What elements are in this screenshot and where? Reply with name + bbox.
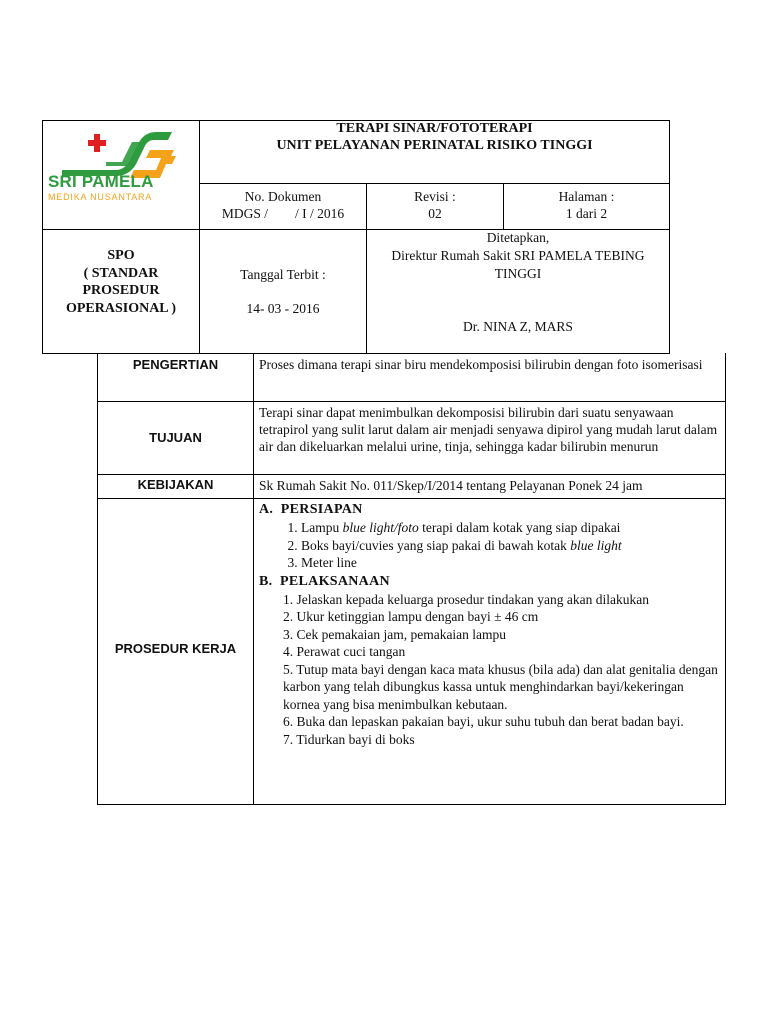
header-border-left	[42, 120, 43, 354]
persiapan-item-2-emphasis: blue light	[570, 537, 622, 553]
prosedur-label: PROSEDUR KERJA	[114, 641, 237, 656]
page-label: Halaman :	[558, 189, 615, 204]
body-divider-row2	[97, 474, 726, 475]
header-divider-logo	[199, 120, 200, 354]
persiapan-item-2-text: Boks bayi/cuvies yang siap pakai di bawah kotak	[301, 537, 571, 553]
persiapan-item-1-text: Lampu	[301, 520, 343, 535]
pelaksanaan-item: 1. Jelaskan kepada keluarga prosedur tindakan yang akan dilakukan	[283, 591, 649, 607]
header-border-right	[669, 120, 670, 354]
body-divider-col	[253, 353, 254, 805]
header-border-bottom	[42, 353, 670, 354]
document-title: TERAPI SINAR/FOTOTERAPI	[336, 121, 533, 136]
pelaksanaan-item: 6. Buka dan lepaskan pakaian bayi, ukur suhu tubuh dan berat badan bayi.	[283, 714, 684, 729]
spo-line-4: OPERASIONAL )	[65, 300, 177, 316]
kebijakan-text: Sk Rumah Sakit No. 011/Skep/I/2014 tentang Pelayanan Ponek 24 jam	[259, 478, 643, 493]
pelaksanaan-title: B. PELAKSANAAN	[259, 573, 390, 589]
pelaksanaan-item: 3. Cek pemakaian jam, pemakaian lampu	[283, 626, 507, 642]
body-border-bottom	[97, 804, 726, 805]
tujuan-label: TUJUAN	[149, 430, 202, 445]
pelaksanaan-item: 2. Ukur ketinggian lampu dengan bayi ± 46 cm	[283, 609, 539, 624]
pengertian-text: Proses dimana terapi sinar biru mendekomposisi bilirubin dengan foto isomerisasi	[259, 357, 703, 372]
spo-line-3: PROSEDUR	[82, 283, 160, 298]
pelaksanaan-item: 4. Perawat cuci tangan	[283, 644, 406, 659]
prosedur-content	[259, 501, 721, 748]
persiapan-item	[301, 519, 721, 537]
document-unit: UNIT PELAYANAN PERINATAL RISIKO TINGGI	[276, 138, 593, 153]
persiapan-item-1-emphasis: blue light/foto	[342, 520, 419, 535]
logo-name: SRI PAMELA	[48, 172, 154, 191]
body-border-left	[97, 353, 98, 805]
doc-number-label: No. Dokumen	[244, 189, 322, 204]
pengertian-label: PENGERTIAN	[132, 357, 219, 372]
persiapan-list	[259, 519, 721, 572]
issue-date-value: 14- 03 - 2016	[246, 301, 320, 316]
pelaksanaan-item: 7. Tidurkan bayi di boks	[283, 731, 415, 747]
spo-line-1: SPO	[107, 248, 135, 263]
spo-title	[43, 247, 199, 317]
body-divider-row3	[97, 498, 726, 499]
revision-value: 02	[428, 206, 442, 221]
approval-title: Direktur Rumah Sakit SRI PAMELA TEBING TINGGI	[391, 248, 645, 281]
persiapan-item	[301, 537, 721, 555]
approval-label: Ditetapkan,	[486, 230, 550, 245]
header-divider-title	[199, 183, 670, 184]
revision-label: Revisi :	[414, 189, 456, 204]
issue-date-label: Tanggal Terbit :	[240, 267, 326, 282]
kebijakan-label: KEBIJAKAN	[137, 477, 214, 492]
persiapan-item-3-text: Meter line	[301, 555, 357, 570]
logo-tagline: MEDIKA NUSANTARA	[48, 192, 153, 202]
persiapan-title: A. PERSIAPAN	[259, 502, 363, 517]
persiapan-item-1-rest: terapi dalam kotak yang siap dipakai	[418, 520, 621, 535]
persiapan-item	[301, 554, 721, 572]
tujuan-text: Terapi sinar dapat menimbulkan dekomposisi bilirubin dari suatu senyawaan tetrapirol yang sulit larut dalam air menjadi senyawa dipirol yang mudah larut dalam air dan dikeluarkan melalui urine, tinja, sehingga kadar bilirubin menurun	[259, 405, 718, 454]
pelaksanaan-list	[259, 591, 721, 749]
pelaksanaan-item: 5. Tutup mata bayi dengan kaca mata khusus (bila ada) dan alat genitalia dengan karbon yang telah dibungkus kassa untuk menghindarkan bayi/kekeringan kornea yang bisa menimbulkan kebutaan.	[283, 661, 718, 712]
approver-name: Dr. NINA Z, MARS	[463, 319, 573, 334]
body-divider-row1	[97, 401, 726, 402]
hospital-logo	[46, 126, 196, 204]
body-border-right	[725, 353, 726, 805]
doc-number-value: MDGS / / I / 2016	[221, 206, 345, 221]
spo-line-2: ( STANDAR	[83, 265, 159, 281]
page-value: 1 dari 2	[565, 206, 608, 221]
